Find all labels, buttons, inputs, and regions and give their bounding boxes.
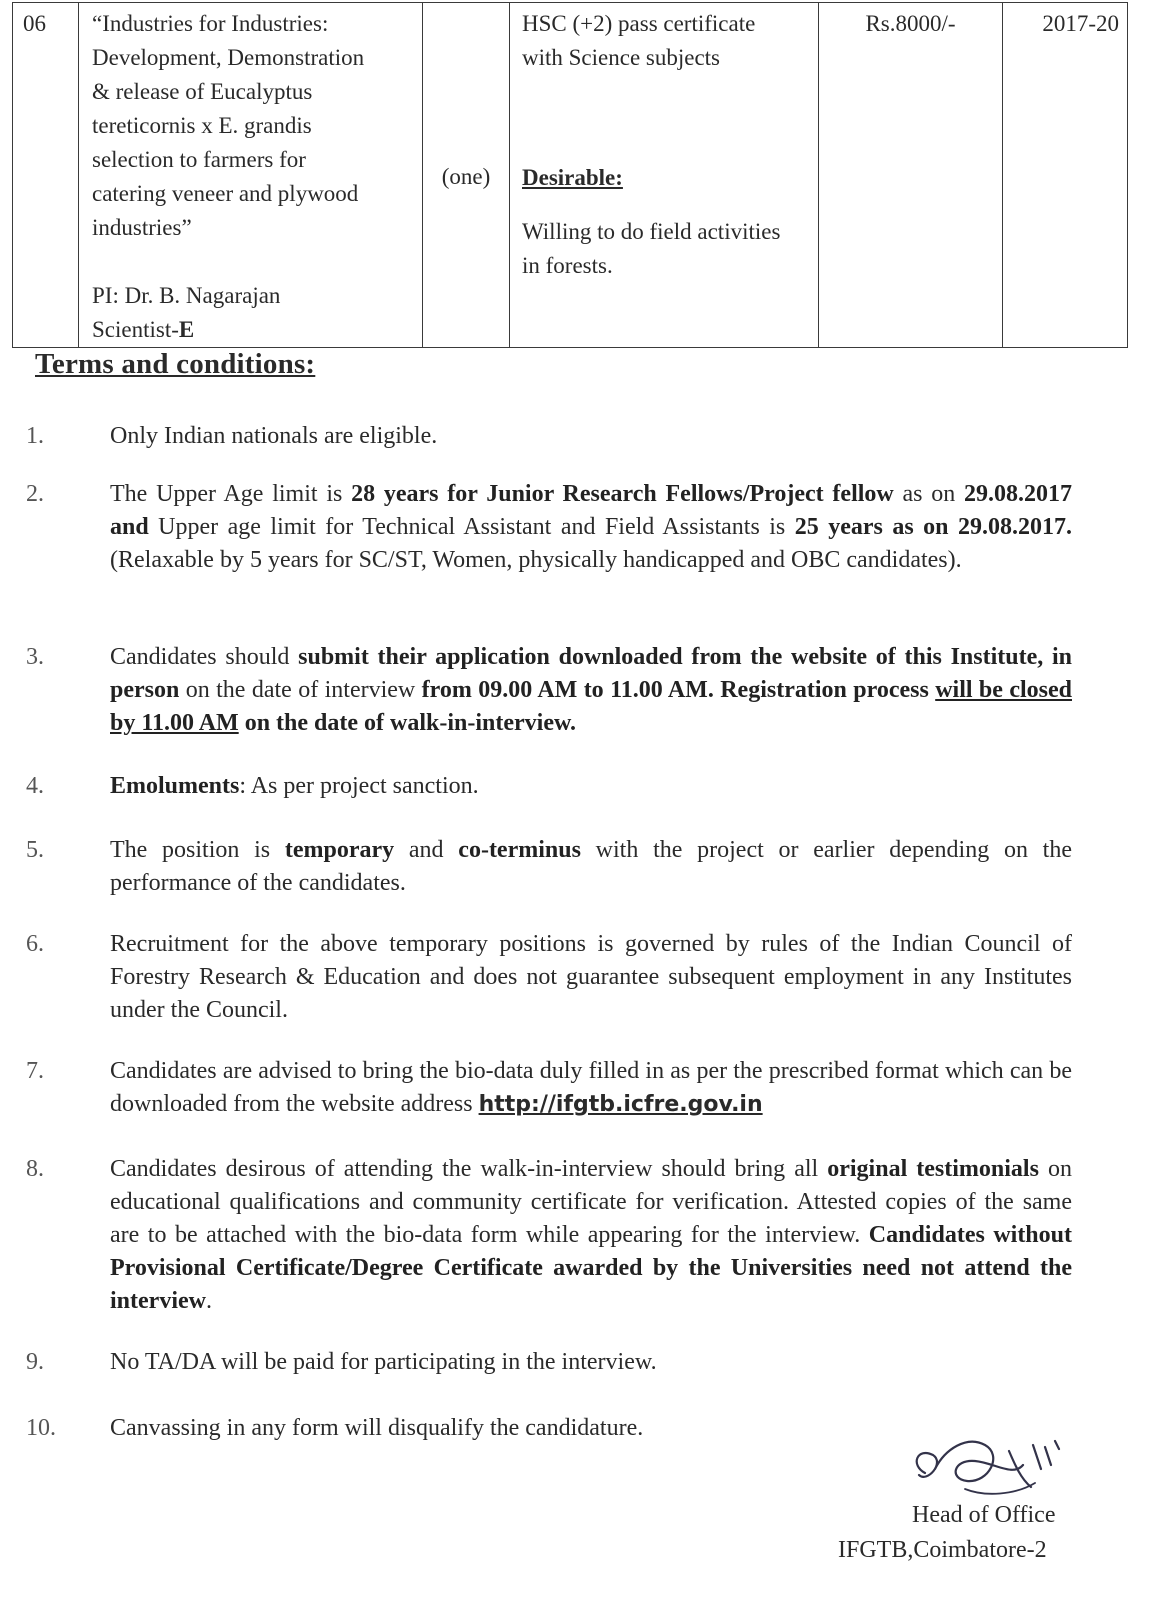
pi-designation-line bbox=[92, 313, 422, 347]
pay-amount: Rs.8000/- bbox=[865, 11, 956, 36]
spacer bbox=[522, 127, 818, 161]
term-text-run: Canvassing in any form will disqualify the candidature. bbox=[110, 1415, 644, 1441]
signatory-office: IFGTB,Coimbatore-2 bbox=[838, 1537, 1047, 1563]
term-text-run: Upper age limit for Technical Assistant and Field Assistants is bbox=[148, 514, 795, 540]
term-text bbox=[110, 1055, 1072, 1121]
term-text bbox=[110, 1346, 1072, 1379]
term-text bbox=[110, 770, 1072, 803]
term-text-run: on educational qualifications and community certificate for verification. Attested copies of the same are to be attached with the bio-data form while appearing for the interview. bbox=[110, 1156, 1072, 1248]
term-number: 1. bbox=[26, 423, 44, 449]
term-text-run: The position is bbox=[110, 837, 285, 863]
terms-heading: Terms and conditions: bbox=[35, 348, 316, 380]
title-line: catering veneer and plywood bbox=[92, 181, 359, 206]
title-line: tereticornis x E. grandis bbox=[92, 113, 312, 138]
signatory-designation: Head of Office bbox=[912, 1502, 1056, 1528]
term-text bbox=[110, 478, 1072, 577]
term-text-run: . bbox=[205, 1288, 212, 1314]
term-text bbox=[110, 928, 1072, 1027]
spacer bbox=[522, 195, 818, 215]
bold-text: Emoluments bbox=[110, 773, 240, 799]
title-line: industries” bbox=[92, 215, 192, 240]
sl-no-cell bbox=[13, 3, 79, 348]
term-text-run: Candidates should bbox=[110, 644, 299, 670]
bold-text: will be closed by 11.00 AM bbox=[110, 677, 1072, 736]
term-text-run: on the date of interview bbox=[179, 677, 422, 703]
title-line: & release of Eucalyptus bbox=[92, 79, 313, 104]
term-number: 6. bbox=[26, 931, 44, 957]
term-text-run: : As per project sanction. bbox=[239, 773, 479, 799]
term-number: 9. bbox=[26, 1349, 44, 1375]
term-text bbox=[110, 834, 1072, 900]
sl-no: 06 bbox=[23, 11, 46, 36]
bold-text: temporary bbox=[284, 837, 395, 863]
website-link[interactable]: http://ifgtb.icfre.gov.in bbox=[478, 1092, 763, 1117]
bold-text: original testimonials bbox=[827, 1156, 1039, 1182]
bold-text: 29.08.2017 and bbox=[110, 481, 1073, 540]
posts-cell bbox=[423, 3, 510, 348]
term-text bbox=[110, 1153, 1072, 1318]
term-text bbox=[110, 641, 1072, 740]
pay-cell bbox=[819, 3, 1003, 348]
qualification-cell bbox=[510, 3, 819, 348]
bold-text: 28 years for Junior Research Fellows/Project fellow bbox=[351, 481, 894, 507]
term-text-run: The Upper Age limit is bbox=[110, 481, 352, 507]
designation-handwritten-mark: E bbox=[178, 317, 195, 342]
desirable-line: Willing to do field activities bbox=[522, 219, 781, 244]
term-number: 2. bbox=[26, 481, 44, 507]
tenure-cell bbox=[1003, 3, 1128, 348]
tenure-years: 2017-20 bbox=[1042, 11, 1119, 36]
bold-text: co-terminus bbox=[458, 837, 581, 863]
spacer bbox=[92, 245, 422, 279]
title-line: selection to farmers for bbox=[92, 147, 306, 172]
spacer bbox=[522, 75, 818, 127]
project-title-cell bbox=[79, 3, 423, 348]
desirable-line: in forests. bbox=[522, 253, 613, 278]
term-text-run: No TA/DA will be paid for participating in the interview. bbox=[110, 1349, 657, 1375]
qualification-line: HSC (+2) pass certificate bbox=[522, 11, 756, 36]
number-of-posts: (one) bbox=[441, 164, 491, 189]
pi-name: PI: Dr. B. Nagarajan bbox=[92, 283, 281, 308]
bold-text: from 09.00 AM to 11.00 AM. Registration process bbox=[421, 677, 936, 703]
term-text-run: with the project or earlier depending on the performance of the candidates. bbox=[110, 837, 1072, 896]
title-line: Development, Demonstration bbox=[92, 45, 365, 70]
term-text-run: and bbox=[394, 837, 459, 863]
title-line: “Industries for Industries: bbox=[92, 11, 329, 36]
term-number: 3. bbox=[26, 644, 44, 670]
desirable-label: Desirable: bbox=[522, 165, 623, 190]
term-text-run: Only Indian nationals are eligible. bbox=[110, 423, 438, 449]
term-text-run: Candidates are advised to bring the bio-data duly filled in as per the prescribed format which can be downloaded from the website address bbox=[110, 1058, 1072, 1117]
term-number: 5. bbox=[26, 837, 44, 863]
term-text-run: Candidates desirous of attending the walk-in-interview should bring all bbox=[110, 1156, 828, 1182]
pi-designation: Scientist- bbox=[92, 317, 179, 342]
term-number: 10. bbox=[26, 1415, 56, 1441]
bold-text: submit their application downloaded from the website of this Institute, in person bbox=[110, 644, 1072, 703]
bold-text: on the date of walk-in-interview. bbox=[238, 710, 576, 736]
term-number: 8. bbox=[26, 1156, 44, 1182]
bold-text: 25 years as on 29.08.2017. bbox=[794, 514, 1072, 540]
term-number: 4. bbox=[26, 773, 44, 799]
term-text bbox=[110, 420, 1072, 453]
term-text-run: as on bbox=[893, 481, 965, 507]
bold-text: Candidates without Provisional Certificate/Degree Certificate awarded by the Universities need not attend the interview bbox=[110, 1222, 1072, 1314]
term-number: 7. bbox=[26, 1058, 44, 1084]
table-row bbox=[13, 3, 1128, 348]
term-text-run: (Relaxable by 5 years for SC/ST, Women, physically handicapped and OBC candidates). bbox=[110, 547, 962, 573]
qualification-line: with Science subjects bbox=[522, 45, 721, 70]
term-text-run: Recruitment for the above temporary positions is governed by rules of the Indian Council of Forestry Research & Education and does not guarantee subsequent employment in any Institutes under the Council. bbox=[110, 931, 1072, 1023]
project-table bbox=[12, 2, 1128, 348]
